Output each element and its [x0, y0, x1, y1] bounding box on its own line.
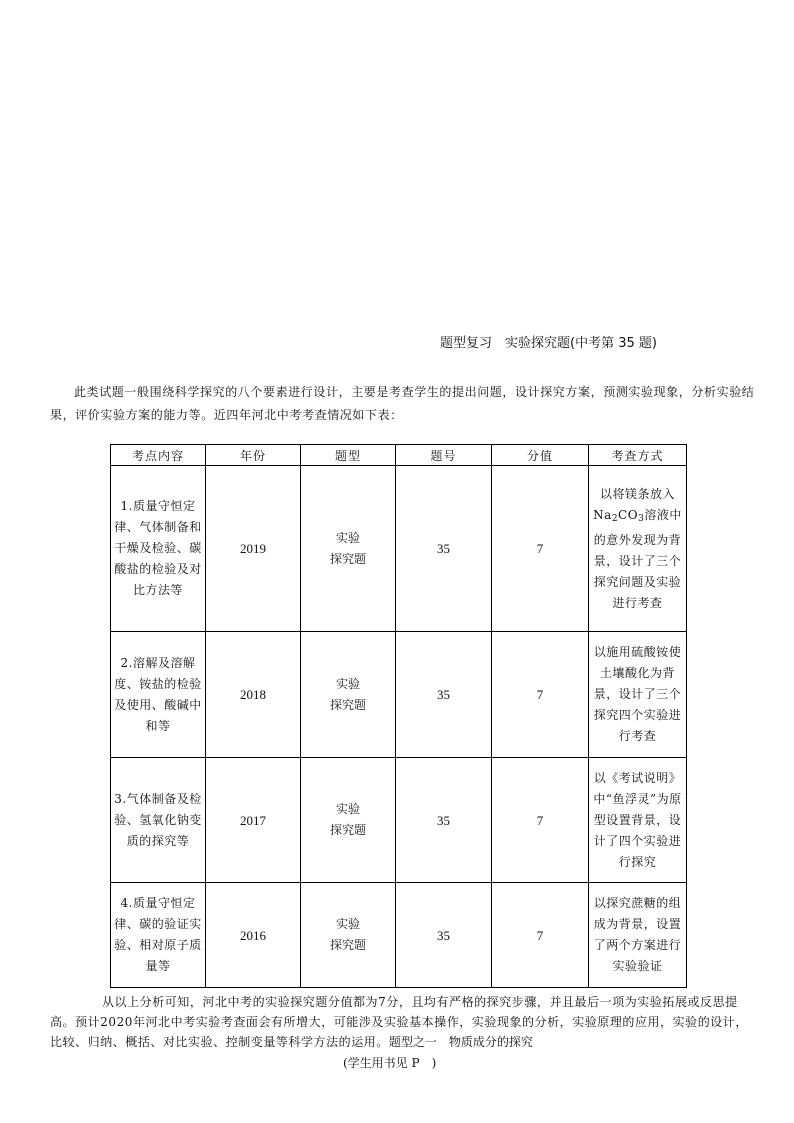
table-row: [111, 758, 687, 883]
summary-paragraph: [50, 992, 756, 1052]
page-title: 题型复习 实验探究题(中考第 35 题): [440, 336, 657, 351]
cell-score: 7: [492, 758, 589, 883]
section-heading: 题型之一 物质成分的探究: [388, 1035, 533, 1049]
exam-analysis-table: [110, 444, 687, 988]
cell-type: 实验 探究题: [301, 632, 396, 758]
cell-type: 实验 探究题: [301, 883, 396, 988]
cell-topic: 1.质量守恒定律、气体制备和干燥及检验、碳酸盐的检验及对比方法等: [111, 466, 206, 632]
table-row: [111, 883, 687, 988]
cell-topic: 4.质量守恒定律、碳的验证实验、相对原子质量等: [111, 883, 206, 988]
intro-paragraph: 此类试题一般围绕科学探究的八个要素进行设计，主要是考查学生的提出问题，设计探究方案，预测实验现象，分析实验结果，评价实验方案的能力等。近四年河北中考考查情况如下表：: [50, 385, 755, 422]
cell-type: 实验 探究题: [301, 758, 396, 883]
header-type: 题型: [301, 445, 396, 466]
table-row: [111, 632, 687, 758]
cell-type: 实验 探究题: [301, 466, 396, 632]
cell-year: 2019: [206, 466, 301, 632]
header-topic: 考点内容: [111, 445, 206, 466]
cell-number: 35: [396, 466, 492, 632]
table-header-row: [111, 445, 687, 466]
cell-number: 35: [396, 883, 492, 988]
cell-method: 以探究蔗糖的组成为背景，设置了两个方案进行实验验证: [589, 883, 687, 988]
header-score: 分值: [492, 445, 589, 466]
header-method: 考查方式: [589, 445, 687, 466]
cell-year: 2017: [206, 758, 301, 883]
cell-method: 以施用硫酸铵使土壤酸化为背景，设计了三个探究四个实验进行考查: [589, 632, 687, 758]
cell-number: 35: [396, 632, 492, 758]
cell-score: 7: [492, 883, 589, 988]
cell-topic: 3.气体制备及检验、氢氧化钠变质的探究等: [111, 758, 206, 883]
table-row: [111, 466, 687, 632]
summary-text: 从以上分析可知，河北中考的实验探究题分值都为7分，且均有严格的探究步骤，并且最后一项为实验拓展或反思提高。预计2020年河北中考实验考查面会有所增大，可能涉及实验基本操作，实验现象的分析，实验原理的应用，实验的设计，比较、归纳、概括、对比实验、控制变量等科学方法的运用。: [50, 995, 748, 1049]
cell-topic: 2.溶解及溶解度、铵盐的检验及使用、酸碱中和等: [111, 632, 206, 758]
cell-year: 2018: [206, 632, 301, 758]
cell-method: 以《考试说明》中“鱼浮灵”为原型设置背景，设计了四个实验进行探究: [589, 758, 687, 883]
cell-score: 7: [492, 466, 589, 632]
student-book-reference: (学生用书见 P ): [343, 1056, 437, 1070]
cell-number: 35: [396, 758, 492, 883]
header-number: 题号: [396, 445, 492, 466]
cell-score: 7: [492, 632, 589, 758]
cell-year: 2016: [206, 883, 301, 988]
cell-method: 以将镁条放入$Na_2CO_3$溶液中的意外发现为背景，设计了三个探究问题及实验进行考查: [589, 466, 687, 632]
header-year: 年份: [206, 445, 301, 466]
